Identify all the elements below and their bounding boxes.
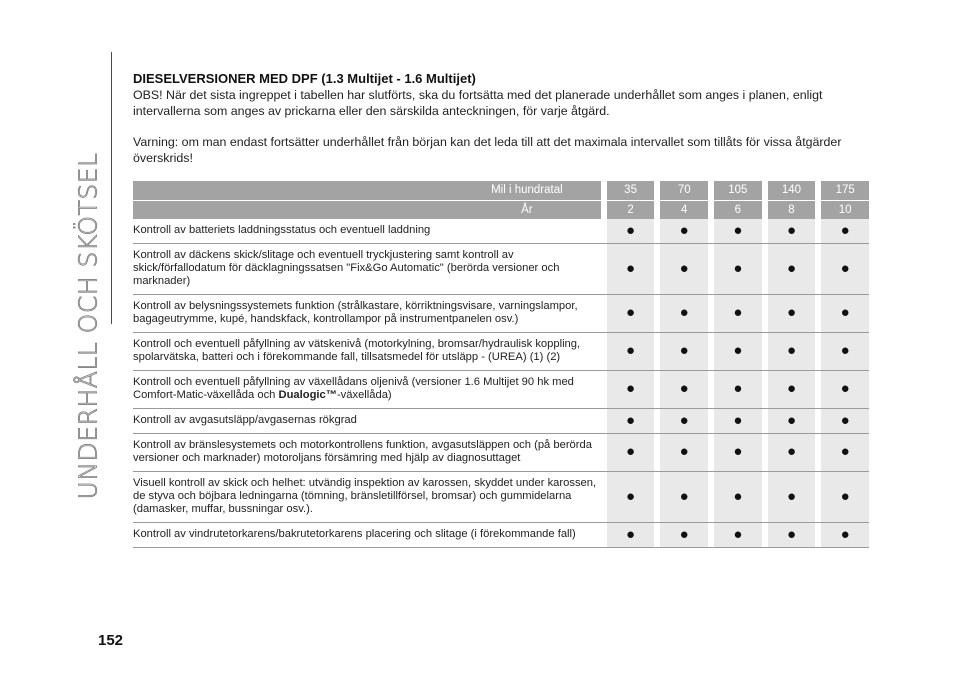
table-row [133,219,869,244]
interval-cell [821,333,869,371]
header-year-value: 6 [714,200,762,219]
interval-cell [768,333,816,371]
interval-cell [660,244,708,295]
interval-cell [714,434,762,472]
interval-dot-icon: ● [786,342,797,359]
interval-cell [660,219,708,244]
row-description-text: Kontroll och eventuell påfyllning av vätskenivå (motorkylning, bromsar/hydraulisk koppling, spolarvätska, batteri och i förekommande fall, tillsatsmedel för utsläpp - (UREA) (1) (2) [133,338,581,363]
interval-dot-icon: ● [840,342,850,359]
header-km-value: 35 [607,181,655,200]
section-side-title-text: UNDERHÅLL OCH SKÖTSEL [73,152,103,500]
interval-cell [768,472,816,523]
row-description [133,219,601,244]
interval-dot-icon: ● [786,304,797,321]
interval-cell [607,523,655,548]
interval-cell [768,371,816,409]
page-content [133,70,869,548]
interval-cell [821,371,869,409]
header-year-value: 10 [821,200,869,219]
interval-dot-icon: ● [840,443,850,460]
interval-dot-icon: ● [679,304,689,321]
interval-cell [768,409,816,434]
interval-dot-icon: ● [679,259,689,277]
interval-cell [607,333,655,371]
row-description [133,244,601,295]
interval-dot-icon: ● [626,259,636,277]
interval-cell [714,333,762,371]
interval-dot-icon: ● [679,525,689,543]
interval-dot-icon: ● [733,304,743,321]
table-row [133,434,869,472]
interval-dot-icon: ● [786,443,797,460]
interval-cell [714,244,762,295]
interval-dot-icon: ● [840,487,850,505]
row-description [133,523,601,548]
interval-cell [607,295,655,333]
interval-cell [607,244,655,295]
interval-dot-icon: ● [626,342,636,359]
interval-cell [607,472,655,523]
interval-dot-icon: ● [733,525,743,543]
interval-dot-icon: ● [679,487,689,505]
interval-cell [660,472,708,523]
header-km-value: 70 [660,181,708,200]
table-row [133,409,869,434]
warning-paragraph: Varning: om man endast fortsätter underhållet från början kan det leda till att det maximala intervallet som tillåts för vissa åtgärder överskrids! [133,135,842,165]
interval-cell [660,434,708,472]
interval-cell [768,219,816,244]
interval-dot-icon: ● [733,342,743,359]
interval-cell [768,295,816,333]
header-year-label: År [133,200,601,219]
row-description-bold: Dualogic™ [278,389,337,401]
header-year-value: 2 [607,200,655,219]
interval-dot-icon: ● [733,411,743,429]
header-year-value: 4 [660,200,708,219]
interval-cell [660,409,708,434]
row-description-text: Visuell kontroll av skick och helhet: utvändig inspektion av karossen, skyddet under karossen, de styva och böjbara ledningarna (tömning, bränsletillförsel, bromsar) och gummidelarna (damasker, muffar, bussningar osv.). [133,477,597,515]
note-paragraph: OBS! När det sista ingreppet i tabellen har slutförts, ska du fortsätta med det planerade underhållet som anges i planen, enligt intervallerna som anges av prickarna eller den särskilda anteckningen, för varje åtgärd. [133,88,823,118]
interval-dot-icon: ● [840,411,850,429]
interval-dot-icon: ● [679,342,689,359]
row-description [133,295,601,333]
interval-dot-icon: ● [733,259,743,277]
interval-cell [821,434,869,472]
row-description-text: Kontroll av avgasutsläpp/avgasernas rökgrad [133,414,357,426]
row-description-suffix: -växellåda) [336,389,392,401]
table-row [133,333,869,371]
interval-dot-icon: ● [786,411,797,429]
table-header-km [133,181,869,200]
table-row [133,472,869,523]
interval-dot-icon: ● [840,304,850,321]
interval-dot-icon: ● [626,487,636,505]
interval-dot-icon: ● [786,259,797,277]
interval-cell [607,219,655,244]
interval-dot-icon: ● [679,411,689,429]
row-description [133,434,601,472]
header-km-value: 105 [714,181,762,200]
page-heading: DIESELVERSIONER MED DPF (1.3 Multijet - 1.6 Multijet) [133,71,476,86]
interval-dot-icon: ● [840,380,850,397]
row-description [133,333,601,371]
interval-dot-icon: ● [733,221,743,239]
table-header-year [133,200,869,219]
interval-dot-icon: ● [626,525,636,543]
interval-cell [714,371,762,409]
interval-cell [660,333,708,371]
table-row [133,523,869,548]
interval-cell [714,409,762,434]
table-row [133,295,869,333]
header-km-value: 175 [821,181,869,200]
interval-cell [714,219,762,244]
header-km-label: Mil i hundratal [133,181,601,200]
interval-cell [768,244,816,295]
interval-dot-icon: ● [626,221,636,239]
interval-cell [768,523,816,548]
interval-dot-icon: ● [786,380,797,397]
interval-cell [821,295,869,333]
interval-dot-icon: ● [733,380,743,397]
interval-dot-icon: ● [679,221,689,239]
interval-cell [660,371,708,409]
interval-cell [607,409,655,434]
row-description-text: Kontroll av belysningssystemets funktion (strålkastare, körriktningsvisare, varningslampor, bagageutrymme, kupé, handskfack, kontrollampor på instrumentpanelen osv.) [133,300,578,325]
row-description [133,472,601,523]
interval-cell [607,434,655,472]
interval-cell [714,472,762,523]
interval-dot-icon: ● [786,221,797,239]
interval-cell [821,219,869,244]
interval-dot-icon: ● [626,443,636,460]
row-description-text: Kontroll av vindrutetorkarens/bakrutetorkarens placering och slitage (i förekommande fall) [133,528,576,540]
section-divider-line [111,52,112,324]
interval-cell [821,244,869,295]
table-row [133,371,869,409]
interval-dot-icon: ● [626,380,636,397]
header-km-value: 140 [768,181,816,200]
interval-cell [821,409,869,434]
interval-cell [660,523,708,548]
interval-dot-icon: ● [626,411,636,429]
interval-dot-icon: ● [626,304,636,321]
row-description-text: Kontroll av däckens skick/slitage och eventuell tryckjustering samt kontroll av skick/förfallodatum för däcklagningssatsen "Fix&Go Automatic" (berörda versioner och marknader) [133,249,560,287]
maintenance-table [133,181,869,548]
row-description-text: Kontroll av bränslesystemets och motorkontrollens funktion, avgasutsläppen och (på berörda versioner och marknader) motoroljans försämring med hjälp av diagnosuttaget [133,439,592,464]
row-description-text: Kontroll och eventuell påfyllning av växellådans oljenivå (versioner 1.6 Multijet 90 hk med Comfort-Matic-växellåda och [133,376,574,401]
interval-dot-icon: ● [679,380,689,397]
interval-dot-icon: ● [840,525,850,543]
interval-cell [714,295,762,333]
table-row [133,244,869,295]
interval-dot-icon: ● [733,487,743,505]
page-number: 152 [98,632,124,649]
interval-cell [821,472,869,523]
interval-dot-icon: ● [786,487,797,505]
row-description [133,371,601,409]
interval-dot-icon: ● [733,443,743,460]
interval-cell [714,523,762,548]
interval-cell [821,523,869,548]
table-body [133,219,869,548]
interval-dot-icon: ● [786,525,797,543]
row-description-text: Kontroll av batteriets laddningsstatus och eventuell laddning [133,224,431,236]
interval-cell [607,371,655,409]
row-description [133,409,601,434]
interval-dot-icon: ● [840,259,850,277]
interval-dot-icon: ● [840,221,850,239]
interval-cell [768,434,816,472]
interval-cell [660,295,708,333]
header-year-value: 8 [768,200,816,219]
interval-dot-icon: ● [679,443,689,460]
